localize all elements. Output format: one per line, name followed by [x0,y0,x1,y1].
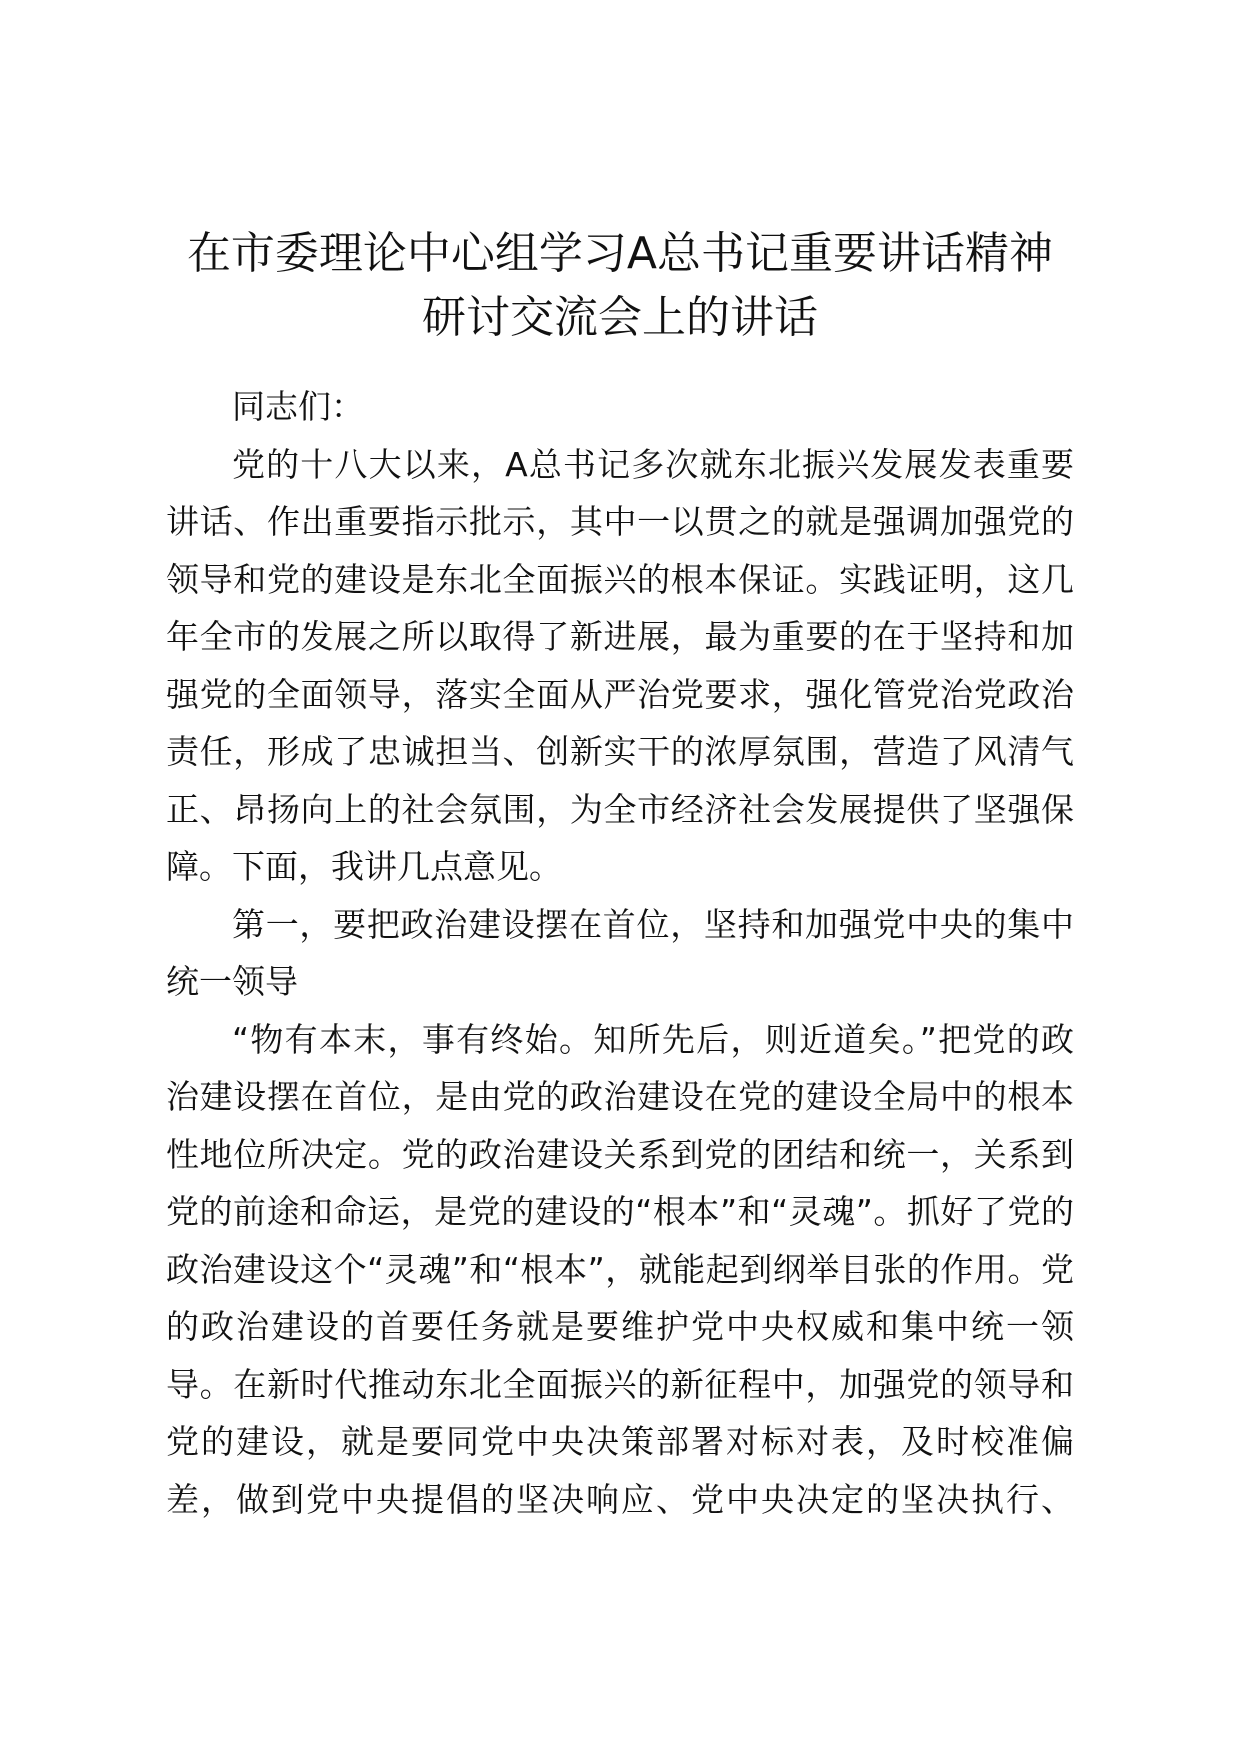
paragraph-intro: 党的十八大以来，A总书记多次就东北振兴发展发表重要讲话、作出重要指示批示，其中一以贯之的就是强调加强党的领导和党的建设是东北全面振兴的根本保证。实践证明，这几年全市的发展之所以取得了新进展，最为重要的在于坚持和加强党的全面领导，落实全面从严治党要求，强化管党治党政治责任，形成了忠诚担当、创新实干的浓厚氛围，营造了风清气正、昂扬向上的社会氛围，为全市经济社会发展提供了坚强保障。下面，我讲几点意见。 [166,444,1074,886]
title-line-2: 研讨交流会上的讲话 [422,292,818,343]
document-title [150,222,1090,350]
title-line-1: 在市委理论中心组学习A总书记重要讲话精神 [186,228,1054,279]
section-heading-1: 第一，要把政治建设摆在首位，坚持和加强党中央的集中统一领导 [166,904,1074,1001]
document-body [166,378,1074,1528]
paragraph-section-1: “物有本末，事有终始。知所先后，则近道矣。”把党的政治建设摆在首位，是由党的政治建设在党的建设全局中的根本性地位所决定。党的政治建设关系到党的团结和统一，关系到党的前途和命运，是党的建设的“根本”和“灵魂”。抓好了党的政治建设这个“灵魂”和“根本”，就能起到纲举目张的作用。党的政治建设的首要任务就是要维护党中央权威和集中统一领导。在新时代推动东北全面振兴的新征程中，加强党的领导和党的建设，就是要同党中央决策部署对标对表，及时校准偏差，做到党中央提倡的坚决响应、党中央决定的坚决执行、 [166,1019,1074,1519]
salutation: 同志们： [232,387,364,426]
